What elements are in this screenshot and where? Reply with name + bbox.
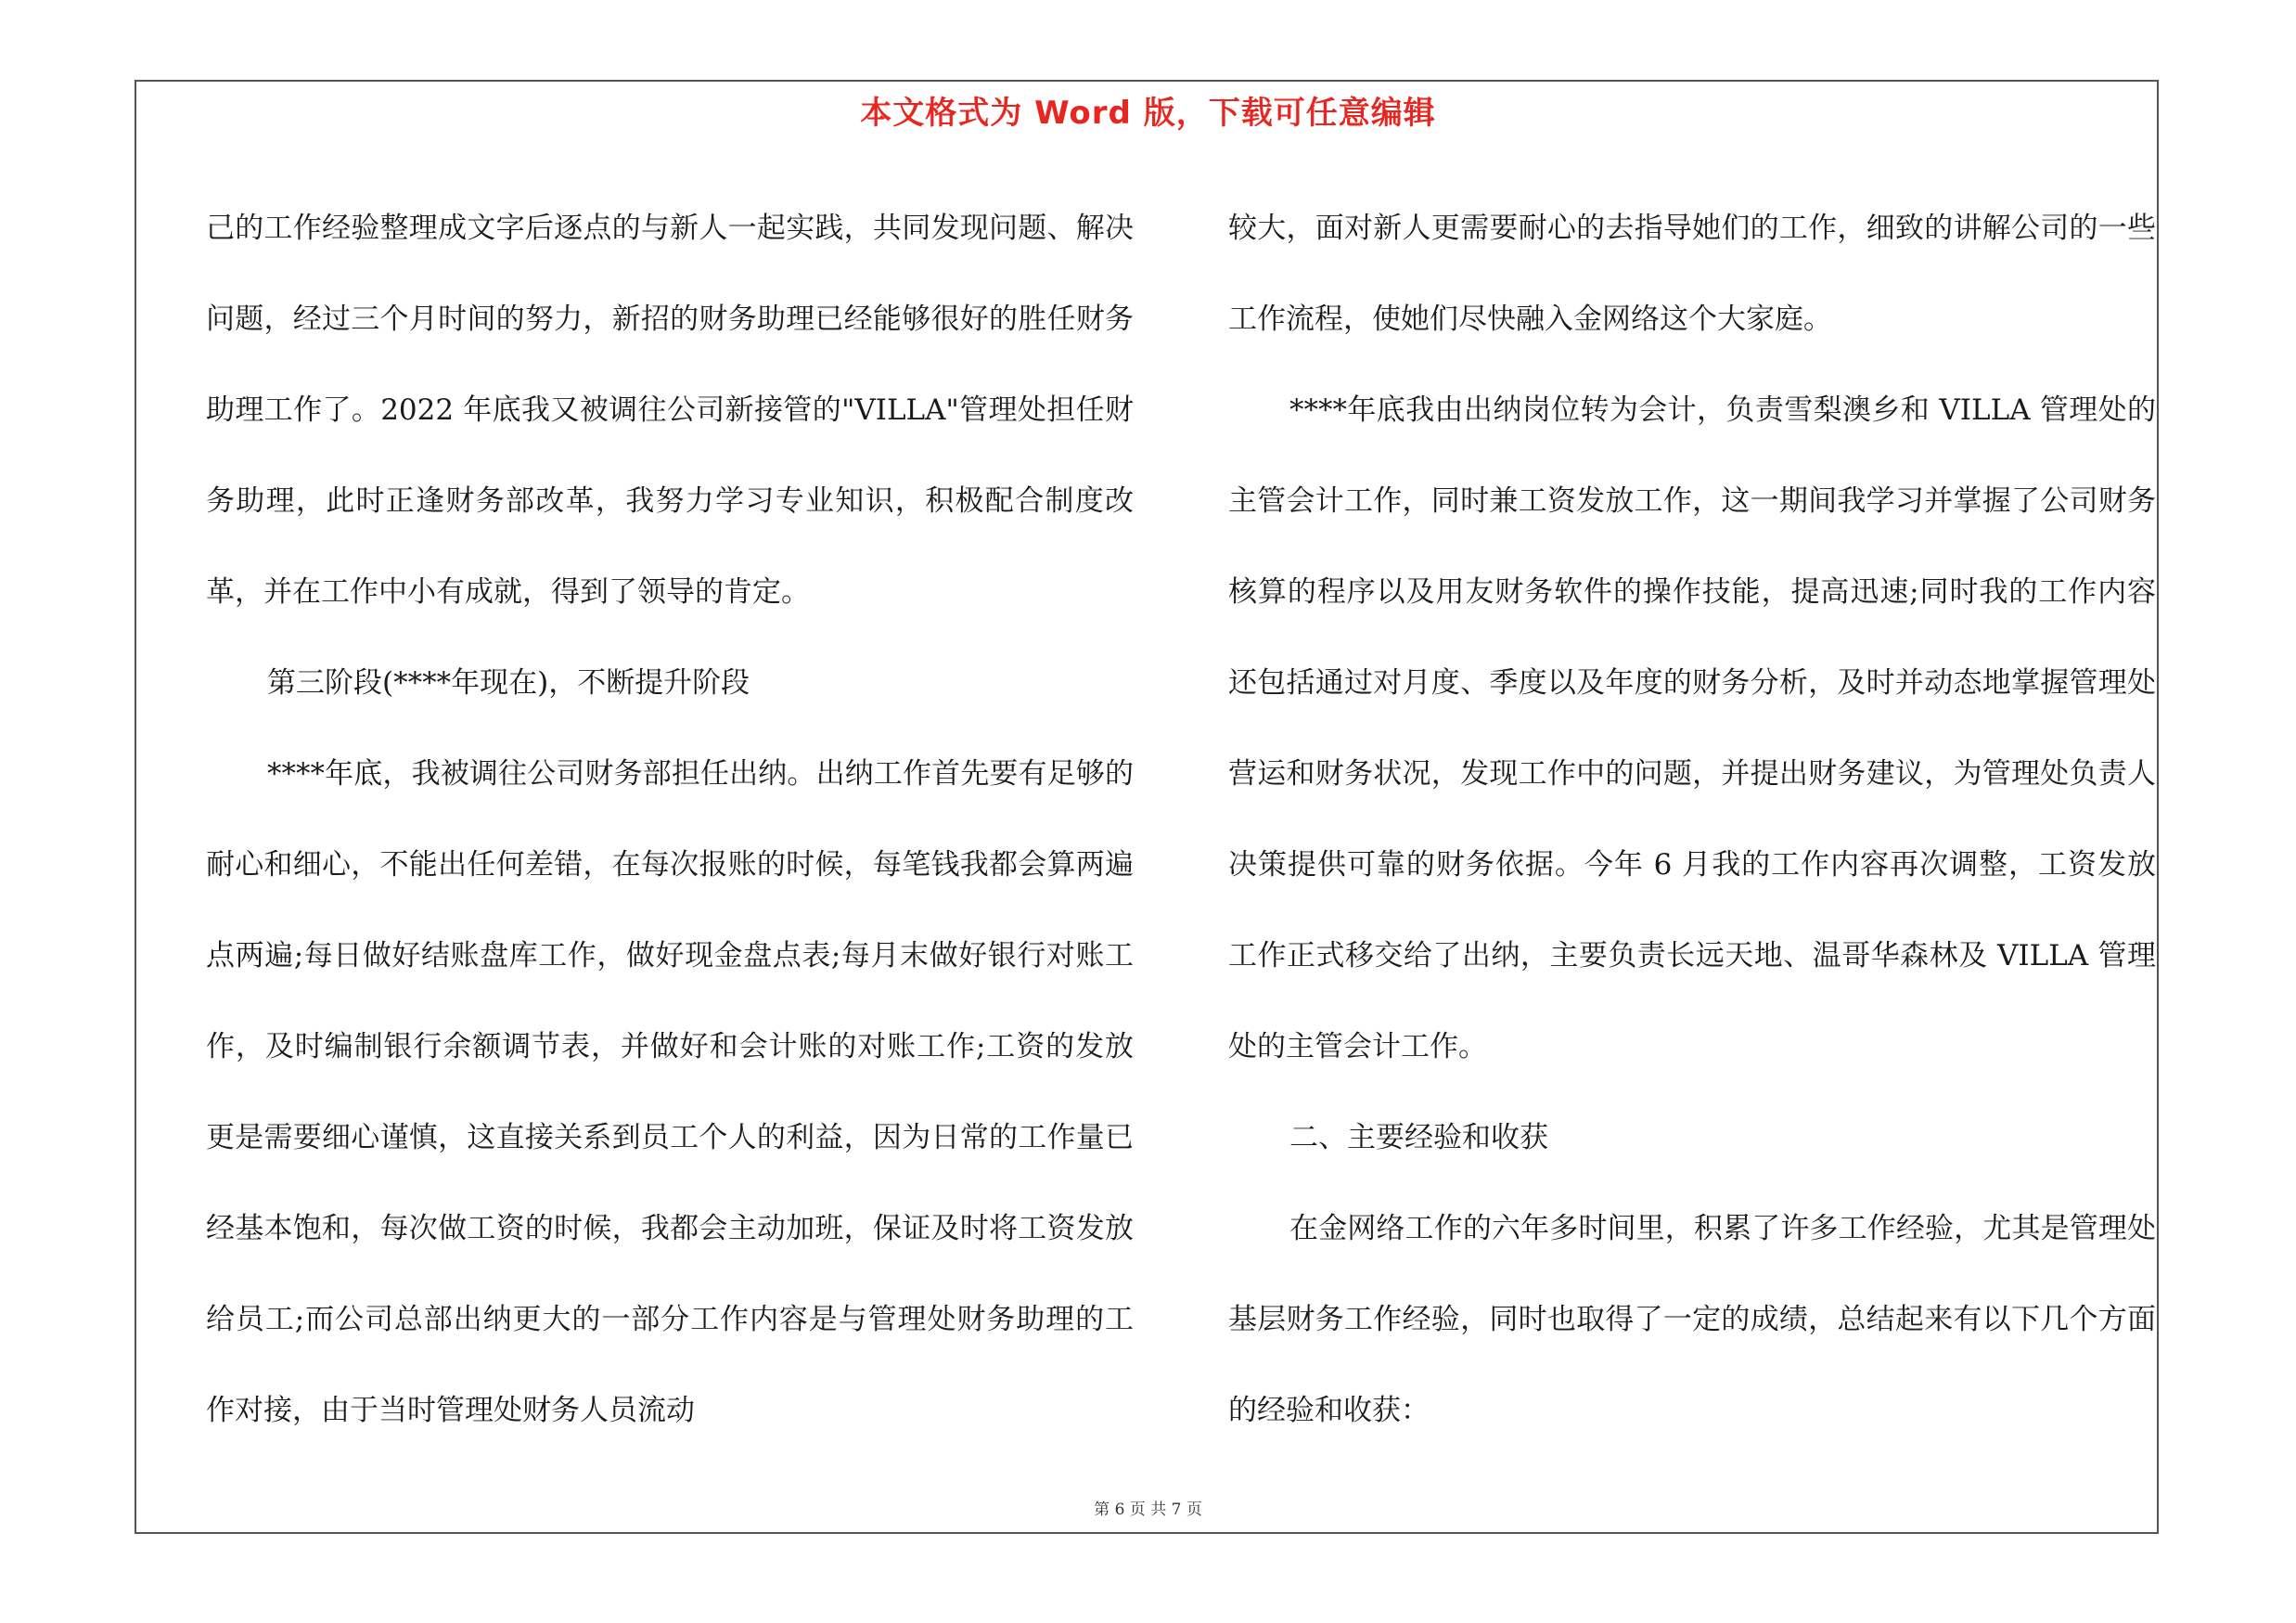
paragraph: 在金网络工作的六年多时间里，积累了许多工作经验，尤其是管理处基层财务工作经验，同时也取得了一定的成绩，总结起来有以下几个方面的经验和收获： — [1228, 1212, 2156, 1427]
paragraph: 较大，面对新人更需要耐心的去指导她们的工作，细致的讲解公司的一些工作流程，使她们尽快融入金网络这个大家庭。 — [1228, 212, 2156, 336]
left-text-column — [206, 183, 1134, 1456]
word-format-banner: 本文格式为 Word 版，下载可任意编辑 — [860, 95, 1436, 132]
paragraph: ****年底，我被调往公司财务部担任出纳。出纳工作首先要有足够的耐心和细心，不能出任何差错，在每次报账的时候，每笔钱我都会算两遍点两遍;每日做好结账盘库工作，做好现金盘点表;每月末做好银行对账工作，及时编制银行余额调节表，并做好和会计账的对账工作;工资的发放更是需要细心谨慎，这直接关系到员工个人的利益，因为日常的工作量已经基本饱和，每次做工资的时候，我都会主动加班，保证及时将工资发放给员工;而公司总部出纳更大的一部分工作内容是与管理处财务助理的工作对接，由于当时管理处财务人员流动 — [206, 757, 1134, 1427]
paragraph: ****年底我由出纳岗位转为会计，负责雪梨澳乡和 VILLA 管理处的主管会计工作，同时兼工资发放工作，这一期间我学习并掌握了公司财务核算的程序以及用友财务软件的操作技能，提高迅速;同时我的工作内容还包括通过对月度、季度以及年度的财务分析，及时并动态地掌握管理处营运和财务状况，发现工作中的问题，并提出财务建议，为管理处负责人决策提供可靠的财务依据。今年 6 月我的工作内容再次调整，工资发放工作正式移交给了出纳，主要负责长远天地、温哥华森林及 VILLA 管理处的主管会计工作。 — [1228, 393, 2156, 1063]
paragraph: 己的工作经验整理成文字后逐点的与新人一起实践，共同发现问题、解决问题，经过三个月时间的努力，新招的财务助理已经能够很好的胜任财务助理工作了。2022 年底我又被调往公司新接管的"VILLA"管理处担任财务助理，此时正逢财务部改革，我努力学习专业知识，积极配合制度改革，并在工作中小有成就，得到了领导的肯定。 — [206, 212, 1134, 609]
page-number: 第 6 页 共 7 页 — [1094, 1501, 1202, 1519]
right-text-column — [1228, 183, 2156, 1456]
section-heading: 二、主要经验和收获 — [1289, 1121, 1548, 1154]
section-heading: 第三阶段(****年现在)，不断提升阶段 — [267, 666, 750, 700]
